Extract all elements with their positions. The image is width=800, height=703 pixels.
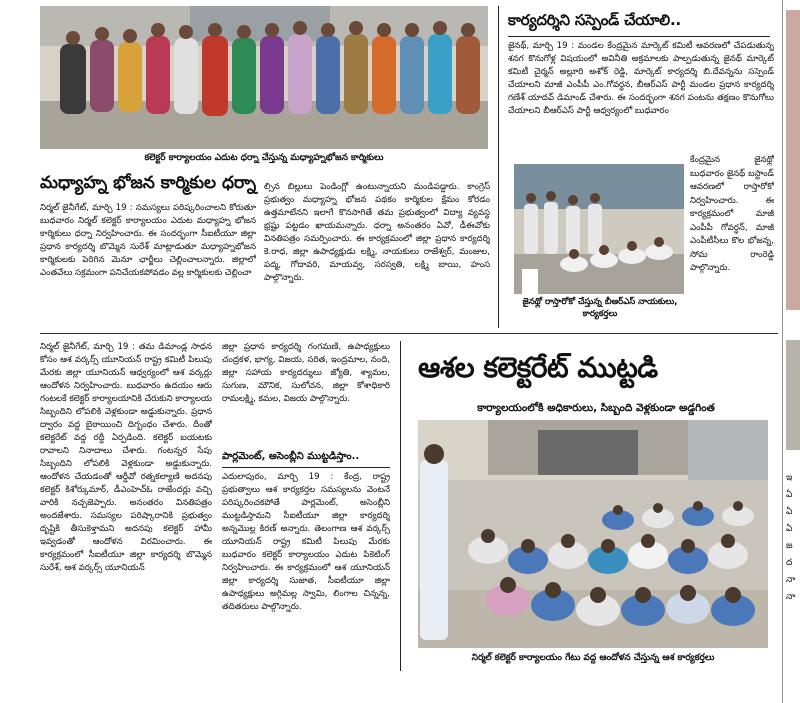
- rastaroko-photo: [514, 164, 684, 294]
- asha-subheadline: కార్యాలయంలోకి అధికారులు, సిబ్బంది వెళ్లకుండా అడ్డగింత: [477, 402, 715, 414]
- dharna-body-col1: నిర్మల్ జైనీగేట్, మార్చి 19 : సమస్యలు పరిష్కరించాలని కోరుతూ బుధవారం నిర్మల్ కలెక్టర్ కార్యాలయం ఎదుట మధ్యాహ్న భోజన కార్మికులు ధర్నా నిర్వహించారు. ఈ సందర్భంగా సీఐటీయూ జిల్లా ప్రధాన కార్యదర్శి బొమ్మెన సురేశ్ మాట్లాడుతూ మధ్యాహ్నభోజన కార్మికులకు పెరిగిన మెనూ ఛార్జీలు చెల్లించాలన్నారు. జిల్లాలో ఎంతవేలు సక్రమంగా పనిచేయకపోవడం వల్ల కార్మికులకు చెల్లించా: [40, 203, 256, 278]
- edge-char: నా: [786, 575, 796, 585]
- column-divider-bottom: [400, 341, 401, 671]
- asha-photo: [418, 420, 768, 648]
- parliament-subhead-rule: [222, 467, 390, 468]
- section-divider: [40, 333, 778, 334]
- dharna-photo: [40, 6, 488, 149]
- asha-photo-illustration: [418, 420, 768, 648]
- edge-char: ఇ: [786, 473, 793, 483]
- right-edge-divider: [782, 0, 783, 703]
- rastaroko-photo-caption: జైనథ్లో రాస్తారోకో చేస్తున్న బీఆర్ఎస్ నాయకులు, కార్యకర్తలు: [522, 297, 678, 319]
- dharna-headline: మధ్యాహ్న భోజన కార్మికుల ధర్నా: [40, 173, 257, 193]
- edge-char: ఏ: [786, 524, 793, 534]
- parliament-subhead: పార్లమెంట్, అసెంబ్లీని ముట్టడిస్తాం..: [222, 451, 360, 462]
- edge-char: నా: [786, 592, 796, 602]
- suspend-side-text: కేంద్రమైన జైనథ్లో బుధవారం జైనథ్ బస్టాండ్ ఆవరణలో రాస్తారోకో నిర్వహించారు. ఈ కార్యక్రమంలో మాజీ ఎంపీపీ గోవర్ధన్, మాజీ ఎంపీటీసీలు కొల భోజన్న, సోమ రాంరెడ్డి పాల్గొన్నారు.: [690, 155, 774, 273]
- dharna-body-col2: ల్సిన బిల్లులు పెండింగ్లో ఉంటున్నాయని మండిపడ్డారు. కాంగ్రెస్ ప్రభుత్వం మధ్యాహ్న భోజన పథకం కార్మికుల క్షేమం కోరడం ఉత్తమాటేనని ఇలాగే కొనసాగితే తమ ప్రభుత్వంలో విద్యా వ్యవస్థ భ్రష్టు పట్టడం ఖాయమన్నారు. ధర్నా అనంతరం ఏవో, డీఈవోకు వినతిపత్రం సమర్పించారు. ఈ కార్యక్రమంలో జిల్లా ప్రధాన కార్యదర్శి కె.రాధ, జిల్లా ఉపాధ్యక్షుడు లక్ష్మి, నాయకులు రాజేశ్వర్, మంజుల, పద్మ, గోదావరి, మాయవ్వ, సరస్వతి, లక్ష్మి బాయి, హంస పాల్గొన్నారు.: [264, 182, 490, 283]
- suspend-headline-rule: [508, 36, 770, 37]
- right-edge-photo-strip: [786, 10, 800, 310]
- suspend-body: జైనథ్, మార్చి 19 : మండల కేంద్రమైన మార్కెట్ కమిటీ ఆవరణలో చేపడుతున్న శనగ కొనుగోళ్ల విషయంలో అవినీతి అక్రమాలకు పాల్పడుతున్న జైనథ్ మార్కెట్ కమిటీ చైర్మన్ అల్లూరి అశోక్ రెడ్డి, మార్కెట్ కార్యదర్శి బి.దేవన్నను సస్పెండ్ చేయాలని మాజీ ఎంపీపీ ఎం.గోవర్ధన, బీఆర్ఎస్ పార్టీ మండల ప్రధాన కార్యదర్శి గణేశ్ యాదవ్ డిమాండ్ చేశారు. ఈ సందర్భంగా శనగ పంటను తక్షణం కొనుగోలు చేయాలని బీఆర్ఎస్ పార్టీ ఆధ్వర్యంలో బుధవారం: [508, 41, 774, 116]
- asha-photo-caption: నిర్మల్ కలెక్టర్ కార్యాలయం గేటు వద్ద ఆందోళన చేస్తున్న ఆశ కార్యకర్తలు: [471, 653, 715, 663]
- suspend-headline: కార్యదర్శిని సస్పెండ్ చేయాలి..: [508, 11, 681, 29]
- asha-body-col1: నిర్మల్ జైనీగేట్, మార్చి 19 : తమ డిమాండ్ల సాధన కోసం ఆశ వర్కర్స్ యూనియన్ రాష్ట్ర కమిటీ పిలుపు మేరకు జిల్లా యూనియన్ ఆధ్వర్యంలో ఆశ వర్కర్లు ఆందోళన నిర్వహించారు. బుధవారం ఉదయం ఆరు గంటలకే కలెక్టర్ కార్యాలయానికి చేరుకుని కార్యాలయ సిబ్బందిని లోపలికి వెళ్లకుండా అడ్డుకున్నారు. ప్రధాన ద్వారం వద్ద బైఠాయించి దిగ్బంధం చేశారు. దీంతో కలెక్టరేట్ వద్ద రద్దీ ఏర్పడింది. కలెక్టర్ బయటకు రావాలని నినాదాలు చేశారు. గంటన్నర సేపు సిబ్బందిని లోపలికి వెళ్లకుండా అడ్డుకున్నారు. ఆందోళన చేయడంతో ఆర్డీవో రత్నకల్యాణి అదనపు కలెక్టర్ కిశోర్కుమార్, డీఎంహెచ్ఓ రాజేందర్లు వచ్చి వారికి నచ్చజెప్పారు. అనంతరం వినతిపత్రం అందజేశారు. సమస్యల పరిష్కారానికి ప్రభుత్వం దృష్టికి తీసుకెళ్తామని అదనపు కలెక్టర్ హామీ ఇవ్వడంతో ఆందోళన విరమించారు. ఈ కార్యక్రమంలో సీఐటీయూ జిల్లా కార్యదర్శి బొమ్మెన సురేశ్, ఆశ వర్కర్స్ యూనియన్: [40, 342, 212, 573]
- asha-headline: ఆశల కలెక్టరేట్ ముట్టడి: [418, 351, 658, 384]
- right-edge-crop: [786, 470, 800, 606]
- edge-char: ఏ: [786, 490, 793, 500]
- edge-char: ద: [786, 558, 793, 568]
- rastaroko-photo-illustration: [514, 164, 684, 294]
- asha-body-col2b: ఎదులాపురం, మార్చి 19 : కేంద్ర, రాష్ట్ర ప్రభుత్వాలు ఆశ కార్యకర్తల సమస్యలను వెంటనే పరిష్కరించకపోతే పార్లమెంట్, అసెంబ్లీని ముట్టడిస్తామని సీఐటీయూ జిల్లా కార్యదర్శి అన్నమొల్ల కిరణ్ అన్నారు. తెలంగాణ ఆశ వర్కర్స్ యూనియన్ రాష్ట్ర కమిటీ పిలుపు మేరకు బుధవారం కలెక్టర్ కార్యాలయం ఎదుట పికెటింగ్ నిర్వహించారు. ఈ కార్యక్రమంలో ఆశ యూనియన్ జిల్లా కార్యదర్శి సుజాత, సీఐటీయూ జిల్లా ఉపాధ్యక్షులు అగ్గిమల్ల స్వామి, లింగాల చిన్నన్న, తదితరులు పాల్గొన్నారు.: [222, 472, 390, 612]
- dharna-photo-caption: కలెక్టర్ కార్యాలయం ఎదుట ధర్నా చేస్తున్న మధ్యాహ్నభోజన కార్మికులు: [144, 153, 384, 163]
- edge-char: జ: [786, 541, 793, 551]
- edge-char: ఏ: [786, 507, 793, 517]
- asha-body-col2: జిల్లా ప్రధాన కార్యదర్శి గంగమణి, ఉపాధ్యక్షులు చంద్రకళ, భాగ్య, విజయ, సరిత, ఇంద్రమాల, నంది, జిల్లా సహాయ కార్యదర్శులు జ్యోతి, శ్యామల, సుగుణ, మౌనిక, సులోచన, జిల్లా కోశాధికారి రామలక్ష్మి, కమల, విజయ పాల్గొన్నారు.: [222, 342, 390, 404]
- right-edge-photo-strip-2: [786, 340, 800, 450]
- column-divider: [498, 6, 499, 328]
- dharna-photo-illustration: [40, 6, 488, 149]
